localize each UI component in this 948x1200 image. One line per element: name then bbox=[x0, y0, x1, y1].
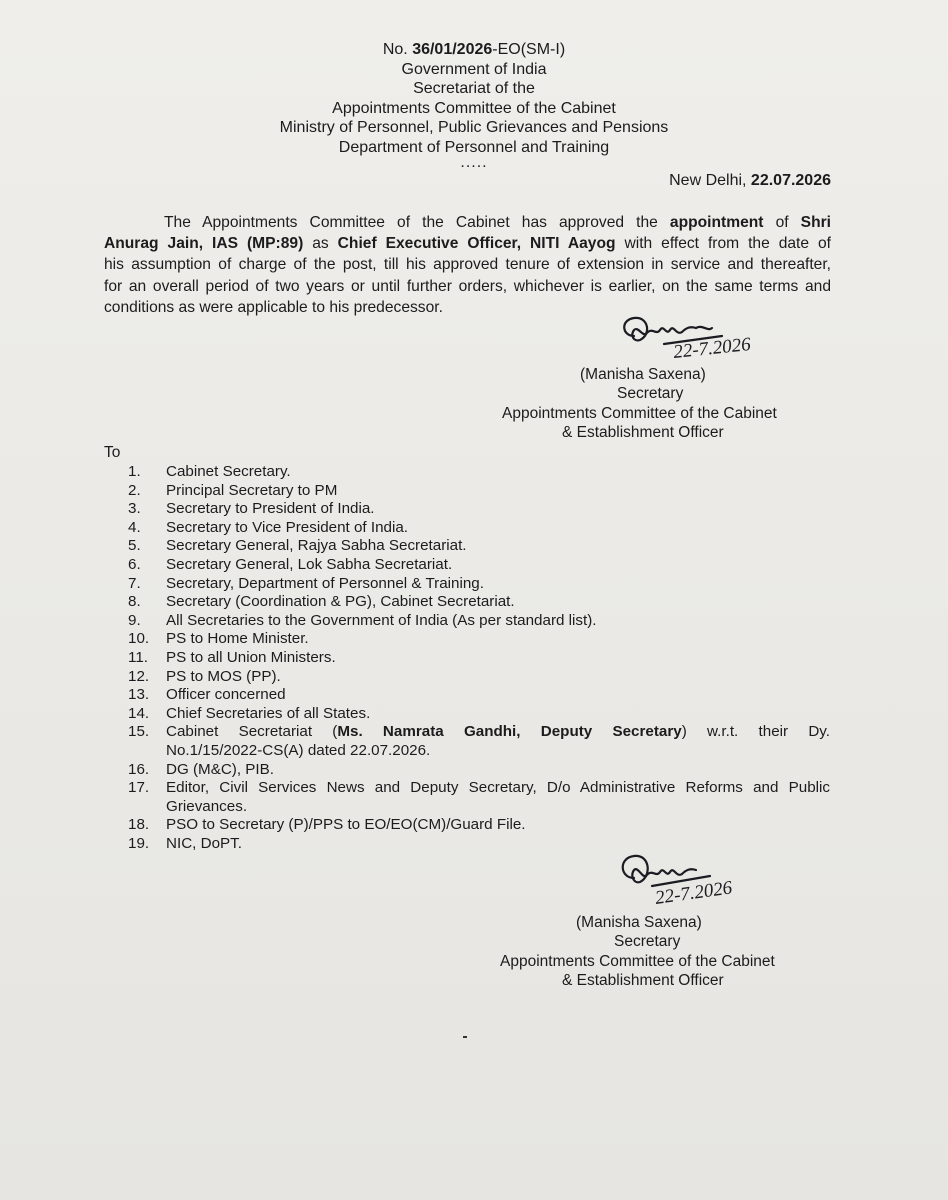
recipient-item bbox=[128, 649, 830, 668]
recipient-text: PS to Home Minister. bbox=[166, 630, 309, 648]
signatory-org-1: Appointments Committee of the Cabinet bbox=[500, 952, 775, 970]
recipient-text: PS to MOS (PP). bbox=[166, 667, 281, 685]
recipient-text: Secretary (Coordination & PG), Cabinet Secretariat. bbox=[166, 593, 515, 611]
header-ministry: Ministry of Personnel, Public Grievances and Pensions bbox=[279, 119, 669, 137]
recipient-item bbox=[128, 816, 830, 835]
recipient-number: 15. bbox=[128, 723, 150, 741]
recipient-text bbox=[166, 723, 830, 760]
recipient-number: 5. bbox=[128, 537, 141, 555]
signature-2-date: 22-7.2026 bbox=[653, 877, 734, 909]
signature-1-date: 22-7.2026 bbox=[672, 333, 752, 363]
recipient-text: PS to all Union Ministers. bbox=[166, 648, 336, 666]
recipient-text: Secretary General, Lok Sabha Secretariat. bbox=[166, 555, 453, 573]
paragraph-line-5: conditions as were applicable to his predecessor. bbox=[104, 298, 443, 316]
recipient-text bbox=[166, 779, 830, 816]
recipient-number: 8. bbox=[128, 593, 141, 611]
recipient-number: 14. bbox=[128, 704, 150, 722]
recipient-number: 11. bbox=[128, 648, 148, 666]
recipient-text: PSO to Secretary (P)/PPS to EO/EO(CM)/Guard File. bbox=[166, 816, 526, 834]
recipient-item bbox=[128, 556, 830, 575]
recipient-number: 4. bbox=[128, 518, 141, 536]
handwritten-signature-1 bbox=[612, 306, 827, 366]
recipient-text: Secretary to President of India. bbox=[166, 500, 375, 518]
recipient-text-line: Editor, Civil Services News and Deputy Secretary, D/o Administrative Reforms and Public bbox=[166, 779, 830, 797]
recipient-item bbox=[128, 593, 830, 612]
recipient-item bbox=[128, 537, 830, 556]
recipient-item bbox=[128, 630, 830, 649]
recipient-text-line: No.1/15/2022-CS(A) dated 22.07.2026. bbox=[166, 741, 431, 759]
signatory-org-2: & Establishment Officer bbox=[562, 972, 724, 990]
recipient-number: 19. bbox=[128, 834, 150, 852]
recipient-text: DG (M&C), PIB. bbox=[166, 760, 275, 778]
recipient-number: 2. bbox=[128, 481, 141, 499]
recipient-number: 12. bbox=[128, 667, 150, 685]
recipient-text: Principal Secretary to PM bbox=[166, 481, 338, 499]
recipient-number: 1. bbox=[128, 463, 141, 480]
recipient-text: Officer concerned bbox=[166, 686, 286, 704]
place-date: New Delhi, 22.07.2026 bbox=[669, 172, 831, 189]
signatory-name: (Manisha Saxena) bbox=[576, 914, 702, 931]
recipient-number: 9. bbox=[128, 611, 141, 629]
recipient-text: Chief Secretaries of all States. bbox=[166, 704, 371, 722]
header-government: Government of India bbox=[401, 60, 547, 78]
recipient-item bbox=[128, 723, 830, 760]
paragraph-line-2: Anurag Jain, IAS (MP:89) as Chief Executive Officer, NITI Aayog with effect from the date of bbox=[104, 235, 832, 253]
page-mark bbox=[463, 1036, 467, 1038]
paragraph-line-3: his assumption of charge of the post, till his approved tenure of extension in service and thereafter, bbox=[104, 256, 831, 274]
recipient-number: 13. bbox=[128, 686, 150, 704]
recipient-item bbox=[128, 575, 830, 594]
signatory-name: (Manisha Saxena) bbox=[580, 366, 706, 383]
recipient-number: 7. bbox=[128, 574, 141, 592]
recipient-text: NIC, DoPT. bbox=[166, 834, 242, 852]
signature-block-1 bbox=[502, 365, 840, 443]
recipient-text: Secretary, Department of Personnel & Training. bbox=[166, 574, 484, 592]
recipient-item bbox=[128, 668, 830, 687]
recipient-text: All Secretaries to the Government of India (As per standard list). bbox=[166, 611, 597, 629]
recipient-text: Secretary to Vice President of India. bbox=[166, 518, 409, 536]
recipient-text-line: Cabinet Secretariat (Ms. Namrata Gandhi, Deputy Secretary) w.r.t. their Dy. bbox=[166, 723, 830, 741]
recipient-text-line: Grievances. bbox=[166, 797, 248, 815]
recipient-item bbox=[128, 761, 830, 780]
recipient-item bbox=[128, 482, 830, 501]
recipient-list bbox=[128, 463, 830, 853]
recipient-item bbox=[128, 779, 830, 816]
paragraph-line-1: The Appointments Committee of the Cabinet has approved the appointment of Shri bbox=[164, 214, 831, 231]
recipient-number: 16. bbox=[128, 760, 150, 778]
header-dots: ..... bbox=[460, 153, 488, 171]
recipient-item bbox=[128, 705, 830, 724]
document-header bbox=[0, 40, 948, 171]
recipient-number: 6. bbox=[128, 555, 141, 573]
recipient-item bbox=[128, 463, 830, 482]
signatory-title: Secretary bbox=[614, 933, 681, 951]
to-label: To bbox=[104, 444, 121, 461]
paragraph-line-4: for an overall period of two years or until further orders, whichever is earlier, on the same terms and bbox=[104, 277, 831, 295]
order-paragraph bbox=[104, 212, 831, 318]
signatory-title: Secretary bbox=[617, 385, 684, 403]
header-secretariat: Secretariat of the bbox=[413, 80, 535, 98]
signature-block-2 bbox=[500, 913, 836, 991]
header-department: Department of Personnel and Training bbox=[338, 138, 610, 156]
recipient-number: 10. bbox=[128, 630, 150, 648]
recipient-item bbox=[128, 500, 830, 519]
recipient-number: 3. bbox=[128, 500, 141, 518]
recipient-number: 18. bbox=[128, 816, 150, 834]
recipient-number: 17. bbox=[128, 779, 150, 797]
header-committee: Appointments Committee of the Cabinet bbox=[332, 99, 616, 117]
order-number: No. 36/01/2026-EO(SM-I) bbox=[382, 41, 566, 58]
handwritten-signature-2 bbox=[612, 848, 827, 910]
recipient-item bbox=[128, 686, 830, 705]
signatory-org-1: Appointments Committee of the Cabinet bbox=[502, 404, 777, 422]
signatory-org-2: & Establishment Officer bbox=[562, 424, 724, 442]
recipient-text: Secretary General, Rajya Sabha Secretariat. bbox=[166, 537, 467, 555]
recipient-text: Cabinet Secretary. bbox=[166, 463, 291, 480]
recipient-item bbox=[128, 519, 830, 538]
recipient-item bbox=[128, 612, 830, 631]
